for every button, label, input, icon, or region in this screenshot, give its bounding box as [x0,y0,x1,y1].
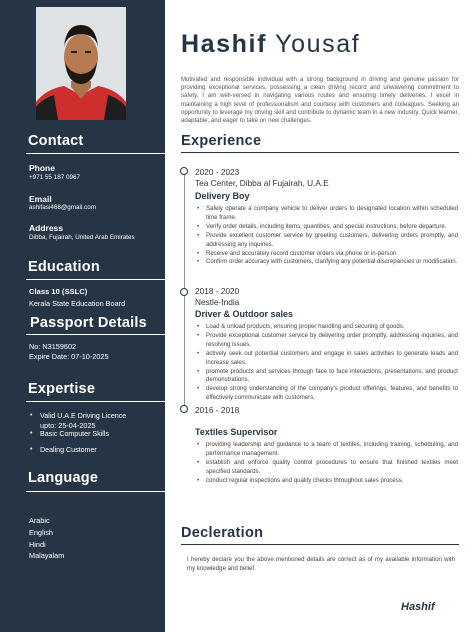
job-role: Driver & Outdoor sales [195,309,294,319]
passport-divider [26,334,165,335]
declaration-text: I hereby declare you the above mentioned details are correct as of my available information with my knowledge and belief. [187,556,455,572]
duty-item: • Load & unload products, ensuring proper handling and securing of goods. [196,323,458,332]
education-divider [26,279,165,280]
duty-item: • Confirm order accuracy with customers, clarifying any potential discrepancies or modification. [196,258,458,267]
duty-item: • promote products and services through face to face interactions, presentations, and product demonstrations. [196,368,458,386]
expertise-item: • Basic Computer Skills [40,430,109,438]
job-duties [196,205,458,267]
duty-item: • Receive and accurately record customer orders via phone or in-person. [196,250,458,259]
signature: Hashif [401,601,435,613]
address-label: Address [29,223,64,233]
duty-item: • Safely operate a company vehicle to deliver orders to designated location within scheduled time frame. [196,205,458,223]
job-duties [196,323,458,403]
address-value: Dibba, Fujairah, United Arab Emirates [29,234,135,241]
job-organization: Nestle-India [195,297,240,307]
timeline-dot [180,405,188,413]
sidebar [0,0,165,632]
duty-item: • actively seek out potential customers and engage in sales activities to generate leads and increase sales. [196,350,458,368]
job-role: Textiles Supervisor [195,427,278,437]
timeline-dot [180,288,188,296]
expertise-item: • Dealing Customer [40,446,97,454]
passport-expiry: Expire Date: 07-10-2025 [29,352,109,361]
expertise-divider [26,401,165,402]
experience-heading: Experience [181,133,262,149]
declaration-divider [181,544,459,545]
expertise-heading: Expertise [28,381,96,397]
profile-photo-icon [36,7,126,120]
contact-heading: Contact [28,133,84,149]
duty-item: • providing leadership and guidance to a team of textiles, including training, scheduling, and performance management. [196,441,458,459]
phone-value: +971 55 187 0967 [29,174,80,181]
email-label: Email [29,194,52,204]
candidate-name [181,30,360,59]
duty-item: • Provide exceptional customer service by delivering order promptly, addressing inquiries, and resolving issues. [196,332,458,350]
last-name: Yousaf [275,30,361,58]
education-level: Class 10 (SSLC) [29,287,88,296]
duty-item: • develop strong understanding of the company's product offerings, features, and benefits to effectively communicate with customers. [196,385,458,403]
duty-item: • Provide excellent customer service by greeting customers, delivering orders promptly, and addressing any inquiries. [196,232,458,250]
experience-divider [181,152,459,153]
job-period: 2016 - 2018 [195,405,240,415]
declaration-heading: Decleration [181,525,264,541]
job-role: Delivery Boy [195,191,250,201]
language-item: Malayalam [29,551,65,560]
education-board: Kerala State Education Board [29,299,126,308]
profile-summary: Motivated and responsible individual with a strong background in driving and genuine passion for providing exceptional services, possessing a clean driving record and unwavering commitment to safety. I am well-versed in navigating various routes and ensuring timely deliveries. I excel in maintaining a high level of professionalism and courtesy with customers and colleagues. Seeking an opportunity to leverage my driving skill and contribute to dynamic team in a new industry. Quick learner, adaptable, and eager to take on new challenges. [181,77,459,125]
first-name: Hashif [181,30,268,58]
licence-validity: upto: 25-04-2025 [40,421,96,430]
duty-item: • Verify order details, including items, quantities, and special instructions, before departure. [196,223,458,232]
language-item: Arabic [29,516,50,525]
duty-item: • conduct regular inspections and quality checks throughout sales process. [196,477,458,486]
language-divider [26,491,165,492]
expertise-item: • Valid U.A.E Driving Licence [40,412,126,420]
contact-divider [26,153,165,154]
email-value: ashifasi468@gmail.com [29,204,96,211]
job-period: 2020 - 2023 [195,167,240,177]
duty-item: • establish and enforce quality control procedures to ensure that finished textiles meet specified standards. [196,459,458,477]
education-heading: Education [28,259,100,275]
language-heading: Language [28,470,99,486]
passport-heading: Passport Details [30,315,147,331]
passport-number: No: N3159602 [29,342,77,351]
job-duties [196,441,458,486]
job-period: 2018 - 2020 [195,286,240,296]
language-item: English [29,528,53,537]
language-item: Hindi [29,540,46,549]
phone-label: Phone [29,163,55,173]
profile-photo [36,7,126,120]
job-organization: Tea Center, Dibba al Fujairah, U.A.E [195,178,329,188]
timeline-dot [180,167,188,175]
